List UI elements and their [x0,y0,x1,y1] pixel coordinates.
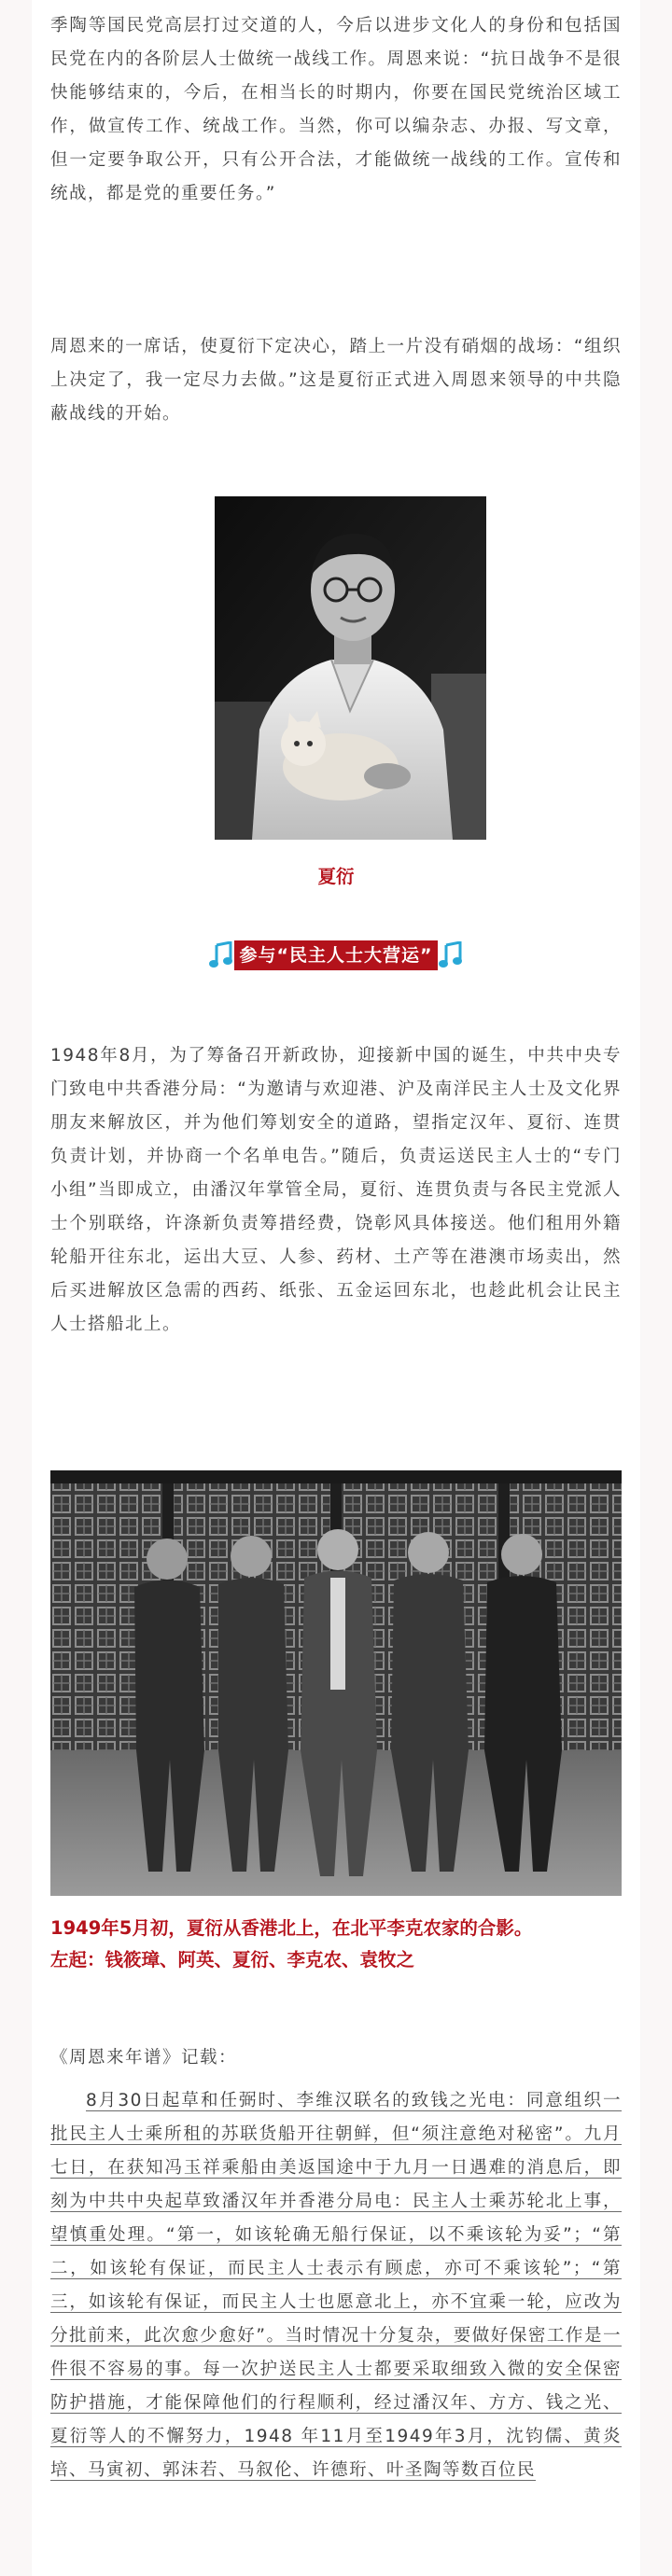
group-photo [50,1470,622,1896]
group-image [50,1470,622,1896]
paragraph-1948: 1948年8月，为了筹备召开新政协，迎接新中国的诞生，中共中央专门致电中共香港分局：“为邀请与欢迎港、沪及南洋民主人士及文化界朋友来解放区，并为他们筹划安全的道路，望指定汉年、夏衍、连贯负责计划，并协商一个名单电告。”随后，负责运送民主人士的“专门小组”当即成立，由潘汉年掌管全局，夏衍、连贯负责与各民主党派人士个别联络，许涤新负责筹措经费，饶彰风具体接送。他们租用外籍轮船开往东北，运出大豆、人参、药材、土产等在港澳市场卖出，然后买进解放区急需的西药、纸张、五金运回东北，也趁此机会让民主人士搭船北上。 [50,1046,622,1334]
paragraph-decision: 周恩来的一席话，使夏衍下定决心，踏上一片没有硝烟的战场：“组织上决定了，我一定尽力去做。”这是夏衍正式进入周恩来领导的中共隐蔽战线的开始。 [50,337,622,424]
article-body-second [50,330,622,431]
portrait-caption-wrap [0,862,672,888]
paragraph-intro: 季陶等国民党高层打过交道的人，今后以进步文化人的身份和包括国民党在内的各阶层人士做统一战线工作。周恩来说：“抗日战争不是很快能够结束的，今后，在相当长的时期内，你要在国民党统治区域工作，做宣传工作、统战工作。当然，你可以编杂志、办报、写文章，但一定要争取公开，只有公开合法，才能做统一战线的工作。宣传和统战，都是党的重要任务。” [50,16,622,203]
paragraph-chronicle-title: 《周恩来年谱》记载： [50,2048,238,2068]
music-note-icon [208,941,234,969]
article-body-top [50,9,622,211]
portrait-image [215,496,486,840]
group-caption-wrap [50,1913,622,1976]
article-body-third [50,1039,622,1342]
group-caption-line1: 1949年5月初，夏衍从香港北上，在北平李克农家的合影。 [50,1917,533,1939]
portrait-caption: 夏衍 [317,866,355,887]
music-note-icon [438,941,464,969]
group-caption-line2: 左起：钱筱璋、阿英、夏衍、李克农、袁牧之 [50,1949,415,1970]
portrait-photo [215,496,486,840]
chronicle-intro [50,2041,622,2075]
section-heading [0,940,672,971]
section-title: 参与“民主人士大营运” [234,940,439,970]
chronicle-quote [50,2084,622,2487]
paragraph-chronicle-quote: 8月30日起草和任弼时、李维汉联名的致钱之光电：同意组织一批民主人士乘所租的苏联货船开往朝鲜，但“须注意绝对秘密”。九月七日，在获知冯玉祥乘船由美返国途中于九月一日遇难的消息后，即刻为中共中央起草致潘汉年并香港分局电：民主人士乘苏轮北上事，望慎重处理。“第一，如该轮确无船行保证，以不乘该轮为妥”；“第二，如该轮有保证，而民主人士表示有顾虑，亦可不乘该轮”；“第三，如该轮有保证，而民主人士也愿意北上，亦不宜乘一轮，应改为分批前来，此次愈少愈好”。当时情况十分复杂，要做好保密工作是一件很不容易的事。每一次护送民主人士都要采取细致入微的安全保密防护措施，才能保障他们的行程顺利，经过潘汉年、方方、钱之光、夏衍等人的不懈努力，1948 年11月至1949年3月，沈钧儒、黄炎培、马寅初、郭沫若、马叙伦、许德珩、叶圣陶等数百位民 [50,2091,622,2480]
